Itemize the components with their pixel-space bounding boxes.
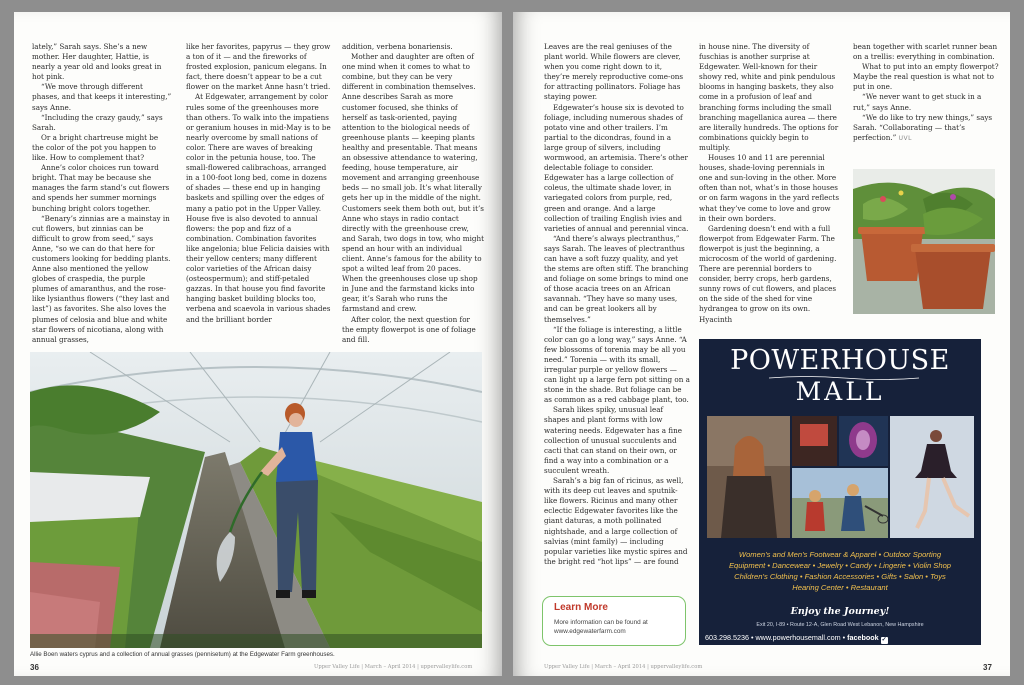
paragraph: What to put into an empty flowerpot? Maybe the real question is what not to put in one. — [853, 62, 999, 92]
paragraph — [853, 113, 999, 144]
paragraph: “If the foliage is interesting, a little color can go a long way,” says Anne. “A few blossoms of torenia may be all you need.” Torenia — with its small, irregular purple or yellow flowers — can light up a large fern pot sitting on a stone in the shade. But foliage can be as common as a red cabbage plant, too. — [544, 324, 690, 405]
ad-logo-line-1: POWERHOUSE — [730, 345, 950, 376]
paragraph: Houses 10 and 11 are perennial houses, shade-loving perennials in one and sun-loving in the other. More often than not, what’s in those houses or on farm wagons in the yard reflects what they’ve come to love and grow in their own borders. — [699, 153, 840, 223]
learn-more-body: More information can be found at www.edgewaterfarm.com — [554, 619, 648, 635]
page-number: 36 — [30, 663, 39, 672]
left-column-3 — [342, 42, 484, 345]
ad-contact-line — [705, 633, 975, 644]
paragraph: Edgewater’s house six is devoted to foliage, including numerous shades of potato vine and other trailers. I’m partial to the dicondras, found in a large group of silvers, including wormwood, an artemisia. There’s other delectable foliage to consider. Edgewater has a large collection of coleus, the ultimate shade lover, in variegated colors from purple, red, green and orange. And a large collection of trailing English ivies and varieties of annual and perennial vinca. — [544, 102, 689, 233]
ad-photo-collage — [707, 416, 974, 538]
paragraph: lately,” Sarah says. She’s a new mother. Her daughter, Hattie, is nearly a year old and looks great in hot pink. — [32, 42, 162, 82]
left-page — [14, 12, 502, 676]
paragraph: “We move through different phases, and that keeps it interesting,” says Anne. — [32, 82, 172, 112]
left-column-1 — [32, 42, 172, 345]
paragraph: Leaves are the real geniuses of the plant world. While flowers are clever, when you come right down to it, they’re merely reproductive come-ons for attracting pollinators. Foliage has staying power. — [544, 42, 684, 102]
powerhouse-mall-ad — [699, 339, 981, 645]
bullet-separator: • — [750, 633, 756, 642]
photo-caption: Allie Boen waters cyprus and a collection of annual grasses (pennisetum) at the Edgewater Farm greenhouses. — [30, 651, 335, 658]
paragraph: Sarah likes spiky, unusual leaf shapes and plant forms with low watering needs. Edgewater has a fine collection of unusual succulents and cacti that can stand on their own, or find a way into a combination or a succulent wreath. — [544, 405, 682, 475]
closing-quote: “We do like to try new things,” says Sarah. “Collaborating — that’s perfection.” — [853, 112, 993, 142]
paragraph: bean together with scarlet runner bean on a trellis: everything in combination. — [853, 42, 998, 62]
uvl-signoff: UVL — [898, 134, 912, 142]
bullet-separator: • — [842, 633, 848, 642]
page-footer: Upper Valley Life | March – April 2014 | uppervalleylife.com — [544, 664, 703, 670]
greenhouse-photo — [30, 352, 482, 648]
paragraph: “We never want to get stuck in a rut,” says Anne. — [853, 92, 982, 112]
paragraph: “And there’s always plectranthus,” says Sarah. The leaves of plectranthus can have a soft fuzzy quality, and yet the stems are often stiff. The branching and foliage on some brings to mind one of those acacia trees on an African savannah. “They have so many uses, and can be great lookers all by themselves.” — [544, 233, 689, 324]
right-column-1 — [544, 42, 690, 567]
paragraph: “Including the crazy gaudy,” says Sarah. — [32, 112, 163, 132]
flowerpot-photo — [853, 169, 995, 314]
right-column-2 — [699, 42, 839, 325]
ad-phone: 603.298.5236 — [705, 633, 749, 642]
ad-tagline-2: Equipment • Dancewear • Jewelry • Candy • Lingerie • Violin Shop — [728, 561, 952, 570]
left-column-2 — [186, 42, 331, 325]
right-page — [513, 12, 1010, 676]
ad-tagline-4: Hearing Center • Restaurant — [792, 583, 888, 592]
ad-slogan: Enjoy the Journey! — [790, 606, 890, 617]
paragraph: Sarah’s a big fan of ricinus, as well, with its deep cut leaves and sputnik-like flowers. Ricinus and many other eclectic Edgewater favorites like the giant daturas, a moth pollinated nightshade, and a large collection of salvias (mint family) — including popular varieties like mystic spires and the bright red “hot lips” — are found — [544, 476, 688, 566]
ad-tagline-1: Women’s and Men’s Footwear & Apparel • Outdoor Sporting — [738, 550, 942, 559]
paragraph: Or a bright chartreuse might be the color of the pot you happen to like. How to complement that? — [32, 132, 159, 163]
paragraph: “Benary’s zinnias are a mainstay in cut flowers, but zinnias can be difficult to grow from seed,” says Anne, “so we can do that here for customers looking for bedding plants. Anne also mentioned the yellow globes of craspedia, the purple plumes of amaranthus, and the rose-like lysianthus flowers (“they last and last”) as favorites. She also loves the plumes of celosia and blue and white star flowers of nicotiana, along with annual grasses, — [32, 213, 171, 344]
paragraph: After color, the next question for the empty flowerpot is one of foliage and fill. — [342, 314, 476, 344]
ad-facebook[interactable]: facebook — [847, 633, 879, 642]
paragraph: Anne’s color choices run toward bright. That may be because she manages the farm stand’s cut flowers and spends her summer mornings bunching bright colors together. — [32, 163, 170, 213]
ad-website[interactable]: www.powerhousemall.com — [755, 633, 841, 642]
learn-more-box — [542, 596, 686, 646]
paragraph: At Edgewater, arrangement by color rules some of the greenhouses more than others. To walk into the impatiens or geranium houses in mid-May is to be nearly overcome by small nations of color. There are waves of breaking color in the petunia house, too. The small-flowered calibrachoas, arranged in a 100-foot long bed, come in dozens of shades — these end up in hanging baskets and spilling over the edges of many a patio pot in the Upper Valley. House five is also devoted to annual flowers: the pop and fizz of a combination. Combination favorites like angelonia; blue Felicia daisies with their yellow centers; many different color varieties of the African daisy (osteospermum); and stiff-petaled gazzas. In that house you find favorite hanging basket building blocks too, verbena and scaevola in various shades and the brilliant border — [186, 92, 331, 324]
page-number: 37 — [983, 663, 992, 672]
ad-logo-line-2: MALL — [795, 377, 885, 406]
learn-more-title: Learn More — [554, 602, 608, 613]
paragraph: Gardening doesn’t end with a full flowerpot from Edgewater Farm. The flowerpot is just the beginning, a microcosm of the world of gardening. There are perennial borders to consider, berry crops, herb gardens, sunny rows of cut flowers, and places on the side of the shed for vine hydrangea to grow on its own. Hyacinth — [699, 223, 837, 324]
paragraph: addition, verbena bonariensis. — [342, 42, 453, 51]
ad-address: Exit 20, I-89 • Route 12-A, Glen Road West Lebanon, New Hampshire — [756, 622, 924, 628]
paragraph: Mother and daughter are often of one mind when it comes to what to combine, but they can be very different in combination themselves. Anne describes Sarah as more customer focused, she thinks of herself as task-oriented, paying attention to the biological needs of greenhouse plants — keeping plants healthy and presentable. That means an obsessive attendance to watering, feeding, house temperature, air movement and arranging greenhouse beds — no small job. It’s what literally gets her up in the middle of the night. Customers seek them both out, but it’s Anne who stays in radio contact directly with the greenhouse crew, and Sarah, two dogs in tow, who might spend an hour with an individual client. Anne’s famous for the ability to spot a wilted leaf from 20 paces. When the greenhouses close up shop in June and the farmstand kicks into gear, it’s Sarah who runs the farmstand and crew. — [342, 52, 485, 314]
right-column-3 — [853, 42, 999, 144]
paragraph: in house nine. The diversity of fuschias is another surprise at Edgewater. Well-known for their showy red, white and pink pendulous blooms in hanging baskets, they also come in a profusion of leaf and branching forms including the small branching magellanica aurea — there are literally hundreds. The options for combinations quickly begin to multiply. — [699, 42, 839, 152]
paragraph: like her favorites, papyrus — they grow a ton of it — and the fireworks of frosted explosion, panicum elegans. In fact, there doesn’t appear to be a cut flower on the market Anne hasn’t tried. — [186, 42, 331, 92]
page-footer: Upper Valley Life | March – April 2014 | uppervalleylife.com — [314, 664, 473, 670]
thumbs-up-icon: ✓ — [881, 637, 887, 643]
ad-tagline-3: Children’s Clothing • Fashion Accessories • Gifts • Salon • Toys — [734, 572, 946, 581]
